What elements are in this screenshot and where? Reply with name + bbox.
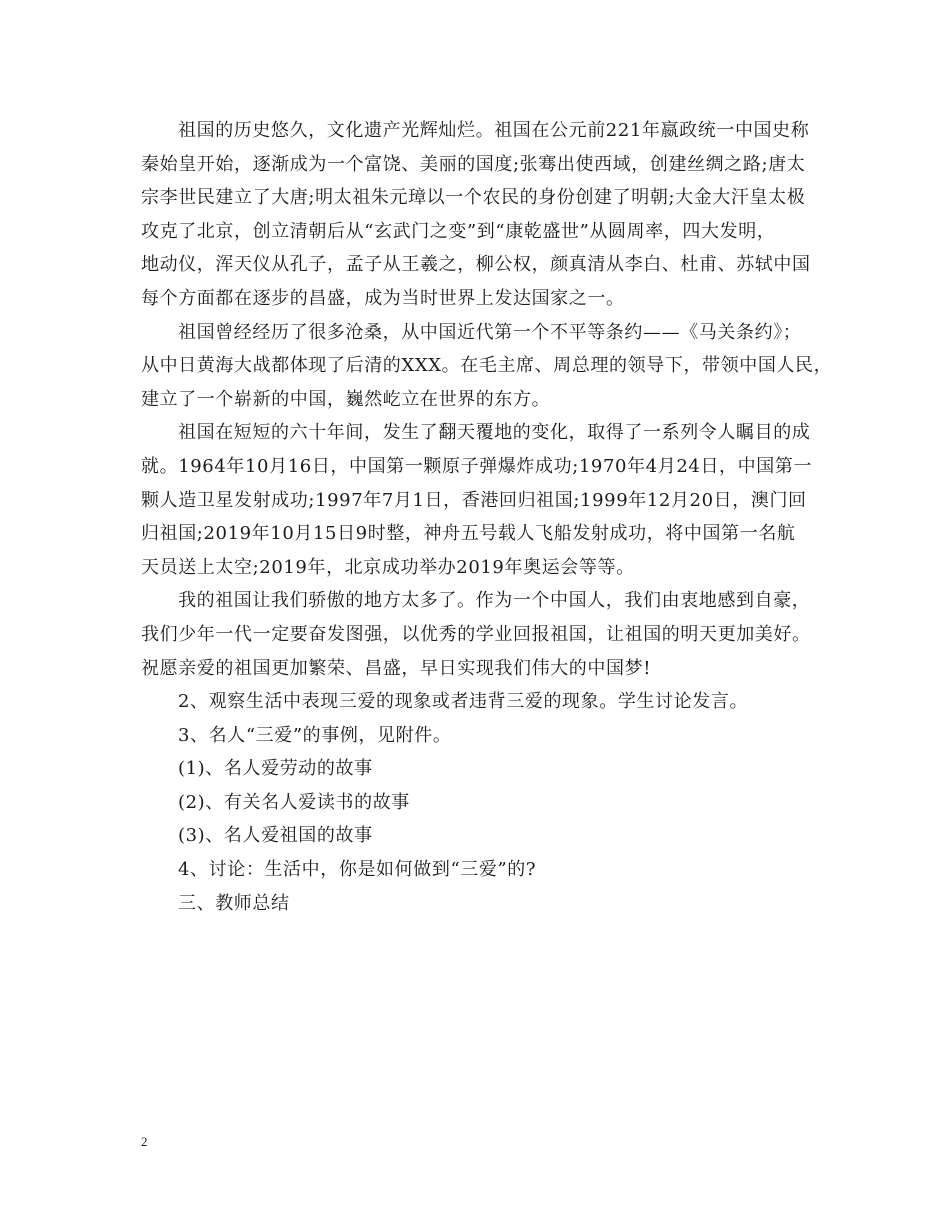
sub-item-motherland xyxy=(141,819,809,853)
text-line: 地动仪，浑天仪从孔子，孟子从王羲之，柳公权，颜真清从李白、杜甫、苏轼中国 xyxy=(141,254,811,276)
text-line: 三、教师总结 xyxy=(178,892,290,914)
paragraph-history xyxy=(141,114,809,316)
list-item-examples xyxy=(141,719,809,753)
text-line: 天员送上太空;2019年，北京成功举办2019年奥运会等等。 xyxy=(141,556,635,578)
text-line: 归祖国;2019年10月15日9时整，神舟五号载人飞船发射成功，将中国第一名航 xyxy=(141,523,796,545)
paragraph-pride xyxy=(141,584,809,685)
text-line: 我们少年一代一定要奋发图强，以优秀的学业回报祖国，让祖国的明天更加美好。 xyxy=(141,623,811,645)
text-line: 2、观察生活中表现三爱的现象或者违背三爱的现象。学生讨论发言。 xyxy=(178,691,749,713)
page-number: 2 xyxy=(141,1134,148,1149)
section-heading-summary xyxy=(141,887,809,921)
list-item-discussion xyxy=(141,853,809,887)
sub-item-labor xyxy=(141,752,809,786)
text-line: 祖国曾经经历了很多沧桑，从中国近代第一个不平等条约——《马关条约》； xyxy=(178,321,802,343)
text-line: 攻克了北京，创立清朝后从“玄武门之变”到“康乾盛世”从圆周率，四大发明， xyxy=(141,220,776,242)
text-line: 秦始皇开始，逐渐成为一个富饶、美丽的国度;张骞出使西域，创建丝绸之路;唐太 xyxy=(141,153,806,175)
text-line: 祝愿亲爱的祖国更加繁荣、昌盛，早日实现我们伟大的中国梦! xyxy=(141,657,652,679)
text-line: 宗李世民建立了大唐;明太祖朱元璋以一个农民的身份创建了明朝;大金大汗皇太极 xyxy=(141,187,806,209)
list-item-observe xyxy=(141,685,809,719)
text-line: (1)、名人爱劳动的故事 xyxy=(178,758,373,780)
text-line: 就。1964年10月16日，中国第一颗原子弹爆炸成功;1970年4月24日，中国第一 xyxy=(141,455,813,477)
paragraph-achievements xyxy=(141,416,813,584)
text-line: 我的祖国让我们骄傲的地方太多了。作为一个中国人，我们由衷地感到自豪， xyxy=(178,590,811,612)
text-line: 每个方面都在逐步的昌盛，成为当时世界上发达国家之一。 xyxy=(141,287,625,309)
text-line: 祖国的历史悠久，文化遗产光辉灿烂。祖国在公元前221年嬴政统一中国史称 xyxy=(178,120,810,141)
text-line: 颗人造卫星发射成功;1997年7月1日，香港回归祖国;1999年12月20日，澳门回 xyxy=(141,489,807,511)
paragraph-hardships xyxy=(141,316,833,417)
text-line: 建立了一个崭新的中国，巍然屹立在世界的东方。 xyxy=(141,388,551,410)
text-line: (3)、名人爱祖国的故事 xyxy=(178,825,373,847)
sub-item-reading xyxy=(141,786,809,820)
text-line: (2)、有关名人爱读书的故事 xyxy=(178,791,410,813)
text-line: 从中日黄海大战都体现了后清的XXX。在毛主席、周总理的领导下，带领中国人民， xyxy=(141,355,833,377)
text-line: 4、讨论：生活中，你是如何做到“三爱”的? xyxy=(178,859,537,881)
text-line: 3、名人“三爱”的事例，见附件。 xyxy=(178,724,452,746)
document-body xyxy=(141,114,833,920)
text-line: 祖国在短短的六十年间，发生了翻天覆地的变化，取得了一系列令人瞩目的成 xyxy=(178,422,811,444)
